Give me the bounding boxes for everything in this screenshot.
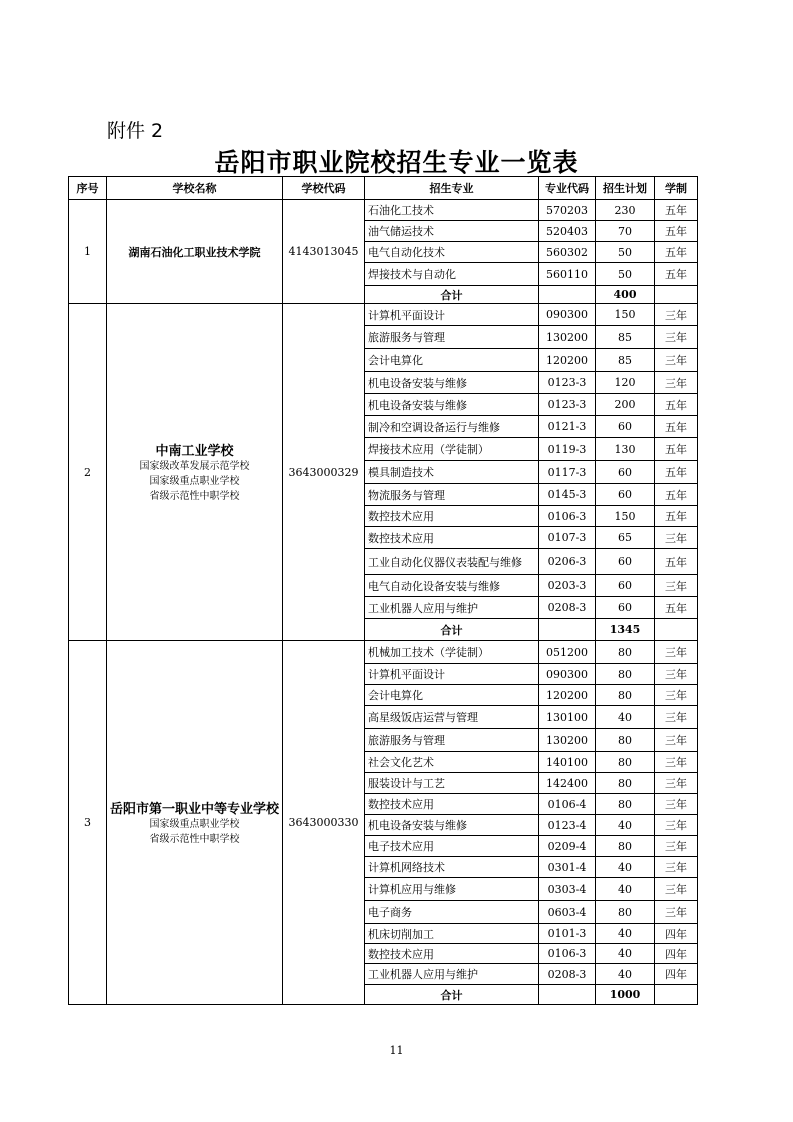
major-name: 高星级饭店运营与管理 xyxy=(365,706,539,729)
enrollment-plan: 50 xyxy=(596,263,655,286)
study-duration: 五年 xyxy=(655,506,698,527)
major-code: 0209-4 xyxy=(539,836,596,857)
major-name: 社会文化艺术 xyxy=(365,752,539,773)
major-code: 0107-3 xyxy=(539,527,596,549)
school-name: 岳阳市第一职业中等专业学校 xyxy=(110,802,280,817)
study-duration: 三年 xyxy=(655,685,698,706)
major-code: 0106-3 xyxy=(539,506,596,527)
school-designation: 国家级重点职业学校 xyxy=(149,819,240,830)
school-name-cell xyxy=(107,200,283,304)
major-name: 数控技术应用 xyxy=(365,794,539,815)
major-name: 计算机应用与维修 xyxy=(365,878,539,901)
enrollment-plan: 40 xyxy=(596,944,655,964)
table-body xyxy=(69,200,698,1005)
major-code: 560302 xyxy=(539,242,596,263)
major-code: 120200 xyxy=(539,349,596,372)
major-code: 0301-4 xyxy=(539,857,596,878)
major-name: 工业机器人应用与维护 xyxy=(365,964,539,985)
study-duration: 五年 xyxy=(655,263,698,286)
enrollment-plan: 60 xyxy=(596,416,655,438)
major-code: 090300 xyxy=(539,664,596,685)
page-number: 11 xyxy=(389,1044,404,1057)
school-designation: 省级示范性中职学校 xyxy=(149,834,240,845)
major-name: 会计电算化 xyxy=(365,349,539,372)
study-duration: 五年 xyxy=(655,597,698,619)
major-code: 0208-3 xyxy=(539,964,596,985)
page-title: 岳阳市职业院校招生专业一览表 xyxy=(214,148,579,177)
major-name: 计算机平面设计 xyxy=(365,664,539,685)
major-name: 物流服务与管理 xyxy=(365,484,539,506)
major-name: 工业机器人应用与维护 xyxy=(365,597,539,619)
study-duration: 三年 xyxy=(655,794,698,815)
study-duration: 五年 xyxy=(655,200,698,221)
major-name: 工业自动化仪器仪表装配与维修 xyxy=(365,549,539,575)
total-empty-cell xyxy=(655,985,698,1005)
enrollment-plan: 80 xyxy=(596,773,655,794)
major-name: 旅游服务与管理 xyxy=(365,326,539,349)
header-school-name: 学校名称 xyxy=(107,177,283,200)
school-designation: 国家级重点职业学校 xyxy=(149,476,240,487)
major-code: 0121-3 xyxy=(539,416,596,438)
enrollment-plan: 40 xyxy=(596,878,655,901)
major-name: 焊接技术应用（学徒制） xyxy=(365,438,539,461)
major-code: 520403 xyxy=(539,221,596,242)
study-duration: 五年 xyxy=(655,416,698,438)
study-duration: 五年 xyxy=(655,484,698,506)
major-name: 计算机平面设计 xyxy=(365,304,539,326)
school-name-cell xyxy=(107,304,283,641)
enrollment-plan: 80 xyxy=(596,685,655,706)
enrollment-plan: 40 xyxy=(596,706,655,729)
major-name: 机电设备安装与维修 xyxy=(365,815,539,836)
study-duration: 五年 xyxy=(655,461,698,484)
major-name: 机电设备安装与维修 xyxy=(365,394,539,416)
study-duration: 三年 xyxy=(655,836,698,857)
study-duration: 三年 xyxy=(655,878,698,901)
total-empty-cell xyxy=(539,286,596,304)
study-duration: 三年 xyxy=(655,372,698,394)
enrollment-plan: 150 xyxy=(596,304,655,326)
major-name: 数控技术应用 xyxy=(365,506,539,527)
major-name: 电气自动化设备安装与维修 xyxy=(365,575,539,597)
enrollment-plan: 130 xyxy=(596,438,655,461)
header-major: 招生专业 xyxy=(365,177,539,200)
major-code: 0123-3 xyxy=(539,372,596,394)
enrollment-plan: 60 xyxy=(596,597,655,619)
header-school-code: 学校代码 xyxy=(283,177,365,200)
major-name: 电子技术应用 xyxy=(365,836,539,857)
major-name: 数控技术应用 xyxy=(365,944,539,964)
enrollment-table xyxy=(68,176,698,1005)
major-name: 石油化工技术 xyxy=(365,200,539,221)
major-code: 0145-3 xyxy=(539,484,596,506)
enrollment-plan: 40 xyxy=(596,815,655,836)
school-name: 湖南石油化工职业技术学院 xyxy=(128,245,261,259)
major-code: 142400 xyxy=(539,773,596,794)
study-duration: 三年 xyxy=(655,641,698,664)
major-code: 0106-4 xyxy=(539,794,596,815)
total-empty-cell xyxy=(539,619,596,641)
study-duration: 三年 xyxy=(655,729,698,752)
school-name-cell xyxy=(107,641,283,1005)
enrollment-plan: 70 xyxy=(596,221,655,242)
study-duration: 四年 xyxy=(655,924,698,944)
major-code: 0206-3 xyxy=(539,549,596,575)
study-duration: 三年 xyxy=(655,815,698,836)
enrollment-plan: 80 xyxy=(596,641,655,664)
major-code: 560110 xyxy=(539,263,596,286)
study-duration: 三年 xyxy=(655,664,698,685)
study-duration: 五年 xyxy=(655,549,698,575)
total-value: 1000 xyxy=(596,985,655,1005)
study-duration: 五年 xyxy=(655,394,698,416)
study-duration: 四年 xyxy=(655,964,698,985)
study-duration: 三年 xyxy=(655,901,698,924)
school-index: 3 xyxy=(69,641,107,1005)
study-duration: 五年 xyxy=(655,221,698,242)
study-duration: 三年 xyxy=(655,773,698,794)
enrollment-plan: 80 xyxy=(596,752,655,773)
major-name: 数控技术应用 xyxy=(365,527,539,549)
study-duration: 三年 xyxy=(655,706,698,729)
major-name: 服装设计与工艺 xyxy=(365,773,539,794)
enrollment-plan: 150 xyxy=(596,506,655,527)
enrollment-plan: 85 xyxy=(596,349,655,372)
total-label: 合计 xyxy=(365,286,539,304)
table-row xyxy=(69,200,698,221)
table-row xyxy=(69,304,698,326)
enrollment-plan: 80 xyxy=(596,664,655,685)
school-index: 2 xyxy=(69,304,107,641)
enrollment-plan: 230 xyxy=(596,200,655,221)
major-code: 090300 xyxy=(539,304,596,326)
study-duration: 三年 xyxy=(655,304,698,326)
enrollment-plan: 60 xyxy=(596,549,655,575)
school-code: 3643000329 xyxy=(283,304,365,641)
header-plan: 招生计划 xyxy=(596,177,655,200)
table-row xyxy=(69,641,698,664)
major-code: 0303-4 xyxy=(539,878,596,901)
study-duration: 三年 xyxy=(655,752,698,773)
total-value: 1345 xyxy=(596,619,655,641)
enrollment-plan: 60 xyxy=(596,575,655,597)
major-code: 0119-3 xyxy=(539,438,596,461)
study-duration: 五年 xyxy=(655,438,698,461)
major-name: 会计电算化 xyxy=(365,685,539,706)
major-name: 机电设备安装与维修 xyxy=(365,372,539,394)
enrollment-plan: 80 xyxy=(596,836,655,857)
enrollment-plan: 40 xyxy=(596,924,655,944)
enrollment-plan: 40 xyxy=(596,857,655,878)
major-code: 0117-3 xyxy=(539,461,596,484)
total-value: 400 xyxy=(596,286,655,304)
major-name: 电子商务 xyxy=(365,901,539,924)
enrollment-plan: 40 xyxy=(596,964,655,985)
enrollment-plan: 120 xyxy=(596,372,655,394)
school-designation: 省级示范性中职学校 xyxy=(149,491,240,502)
major-name: 制冷和空调设备运行与维修 xyxy=(365,416,539,438)
enrollment-plan: 80 xyxy=(596,794,655,815)
major-code: 0208-3 xyxy=(539,597,596,619)
school-index: 1 xyxy=(69,200,107,304)
total-label: 合计 xyxy=(365,619,539,641)
total-label: 合计 xyxy=(365,985,539,1005)
major-code: 0203-3 xyxy=(539,575,596,597)
major-code: 051200 xyxy=(539,641,596,664)
major-name: 机床切削加工 xyxy=(365,924,539,944)
enrollment-plan: 60 xyxy=(596,461,655,484)
major-code: 120200 xyxy=(539,685,596,706)
major-code: 0123-4 xyxy=(539,815,596,836)
major-name: 电气自动化技术 xyxy=(365,242,539,263)
enrollment-plan: 80 xyxy=(596,901,655,924)
study-duration: 三年 xyxy=(655,527,698,549)
major-name: 计算机网络技术 xyxy=(365,857,539,878)
study-duration: 三年 xyxy=(655,326,698,349)
total-empty-cell xyxy=(655,619,698,641)
study-duration: 五年 xyxy=(655,242,698,263)
header-index: 序号 xyxy=(69,177,107,200)
enrollment-plan: 80 xyxy=(596,729,655,752)
enrollment-plan: 85 xyxy=(596,326,655,349)
major-name: 旅游服务与管理 xyxy=(365,729,539,752)
major-code: 0123-3 xyxy=(539,394,596,416)
major-name: 模具制造技术 xyxy=(365,461,539,484)
major-code: 0101-3 xyxy=(539,924,596,944)
major-name: 油气储运技术 xyxy=(365,221,539,242)
major-name: 机械加工技术（学徒制） xyxy=(365,641,539,664)
major-code: 130200 xyxy=(539,729,596,752)
major-code: 130200 xyxy=(539,326,596,349)
enrollment-plan: 65 xyxy=(596,527,655,549)
major-name: 焊接技术与自动化 xyxy=(365,263,539,286)
study-duration: 四年 xyxy=(655,944,698,964)
enrollment-plan: 200 xyxy=(596,394,655,416)
header-row xyxy=(69,177,698,200)
total-empty-cell xyxy=(655,286,698,304)
study-duration: 三年 xyxy=(655,349,698,372)
header-major-code: 专业代码 xyxy=(539,177,596,200)
enrollment-plan: 60 xyxy=(596,484,655,506)
total-empty-cell xyxy=(539,985,596,1005)
study-duration: 三年 xyxy=(655,575,698,597)
school-name: 中南工业学校 xyxy=(155,444,234,459)
header-duration: 学制 xyxy=(655,177,698,200)
school-code: 3643000330 xyxy=(283,641,365,1005)
major-code: 0603-4 xyxy=(539,901,596,924)
school-designation: 国家级改革发展示范学校 xyxy=(139,461,250,472)
major-code: 0106-3 xyxy=(539,944,596,964)
school-code: 4143013045 xyxy=(283,200,365,304)
attachment-label: 附件 2 xyxy=(107,120,164,142)
enrollment-plan: 50 xyxy=(596,242,655,263)
major-code: 570203 xyxy=(539,200,596,221)
study-duration: 三年 xyxy=(655,857,698,878)
major-code: 130100 xyxy=(539,706,596,729)
major-code: 140100 xyxy=(539,752,596,773)
